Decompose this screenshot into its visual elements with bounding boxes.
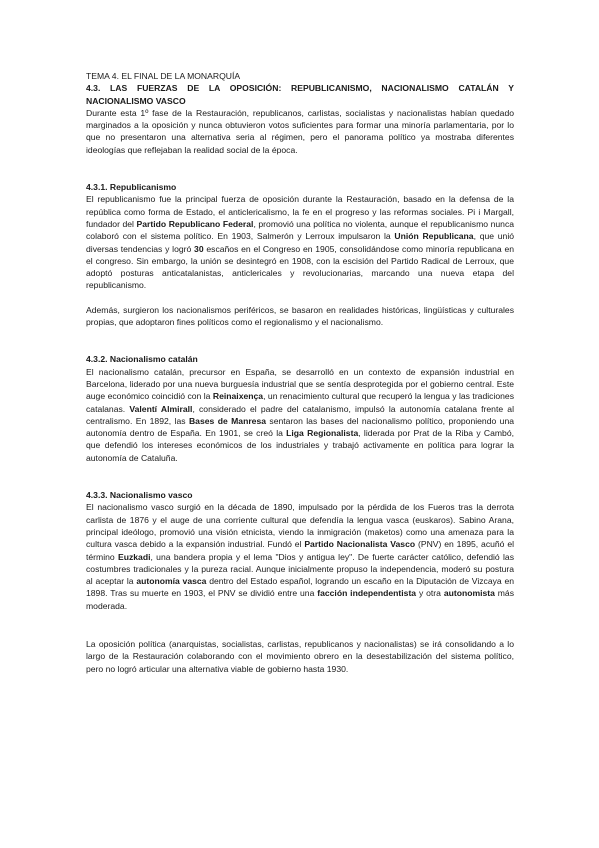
text-span: El nacionalismo vasco surgió en la década de 1890, impulsado por la pérdida de los Fueros tras la derrota carlista de 1876 y el auge de una corriente cultural que defendía la lengua vasca (euskaros). Sabino Arana, principal ideólogo, promovió una visión etnicista, viendo la inmigración (maketos) como una amenaza para la cultura vasca debido a la expansión industrial. Fundó el xyxy=(86,502,514,550)
bold-term: autonomista xyxy=(443,588,495,599)
heading-republicanismo: 4.3.1. Republicanismo xyxy=(86,182,177,193)
bold-term: Unión Republicana xyxy=(394,231,474,242)
paragraph-vasco xyxy=(86,501,514,612)
text-span: , considerado el padre del catalanismo, impulsó la autonomía catalana frente al centralismo. En 1892, las xyxy=(86,403,514,426)
bold-term: Valentí Almirall xyxy=(129,403,193,414)
heading-catalan: 4.3.2. Nacionalismo catalán xyxy=(86,354,198,365)
bold-term: Partido Republicano Federal xyxy=(136,218,254,229)
spacer xyxy=(86,156,514,181)
text-span: , una bandera propia y el lema "Dios y antigua ley". De fuerte carácter católico, defendió las costumbres tradicionales y la pureza racial. Aunque inicialmente propuso la independencia, moderó su postura al aceptar la xyxy=(86,551,514,587)
paragraph-catalan xyxy=(86,366,514,464)
text-span: sentaron las bases del nacionalismo político, proponiendo una autonomía dentro de España. En 1901, se creó la xyxy=(86,415,515,439)
heading-vasco: 4.3.3. Nacionalismo vasco xyxy=(86,490,193,501)
spacer xyxy=(86,292,514,304)
intro-paragraph: Durante esta 1º fase de la Restauración, republicanos, carlistas, socialistas y nacionalistas habían quedado marginados a la oposición y nunca obtuvieron votos suficientes para formar una minoría parlamentaria, por lo que no presentaron una alternativa seria al régimen, pero el panorama político ya mostraba diferentes ideologías que reflejaban la realidad social de la época. xyxy=(86,107,514,155)
text-span: dentro del Estado español, logrando un escaño en la Diputación de Vizcaya en 1898. Tras su muerte en 1903, el PNV se dividió entre una xyxy=(86,576,514,599)
section-title: 4.3. LAS FUERZAS DE LA OPOSICIÓN: REPUBLICANISMO, NACIONALISMO CATALÁN Y NACIONALISMO VASCO xyxy=(86,83,514,106)
paragraph-nacionalismos-perifericos: Además, surgieron los nacionalismos periféricos, se basaron en realidades históricas, lingüísticas y culturales propias, que adoptaron fines políticos como el regionalismo y el nacionalismo. xyxy=(86,304,514,328)
document-page xyxy=(86,70,514,675)
bold-term: Liga Regionalista xyxy=(286,428,359,439)
text-span: El republicanismo fue la principal fuerza de oposición durante la Restauración, basado en la defensa de la república como forma de Estado, el anticlericalismo, la fe en el progreso y las reformas sociales. Pi i Margall, fundador del xyxy=(86,194,514,229)
bold-term: Bases de Manresa xyxy=(188,415,267,426)
text-span: , promovió una política no violenta, aunque el republicanismo nunca colaboró con el sistema político. En 1903, Salmerón y Lerroux impulsaron la xyxy=(86,218,515,242)
bold-term: Partido Nacionalista Vasco xyxy=(304,539,416,550)
text-span: (PNV) en 1895, acuñó el término xyxy=(86,539,515,562)
bold-term: Reinaixença xyxy=(212,391,264,402)
text-span: , que unió diversas tendencias y logró xyxy=(86,231,515,254)
spacer xyxy=(86,612,514,638)
paragraph-conclusion: La oposición política (anarquistas, socialistas, carlistas, republicanos y nacionalistas) se irá consolidando a lo largo de la Restauración colaborando con el movimiento obrero en la desestabilización del sistema político, pero no logró articular una alternativa viable de gobierno hasta 1930. xyxy=(86,638,514,674)
spacer xyxy=(86,328,514,353)
bold-term: autonomía vasca xyxy=(136,576,207,587)
bold-term: facción independentista xyxy=(317,588,417,599)
bold-term: 30 xyxy=(194,243,204,254)
text-span: y otra xyxy=(416,588,444,599)
bold-term: Euzkadi xyxy=(117,551,151,562)
text-span: El nacionalismo catalán, precursor en España, se desarrolló en un contexto de expansión industrial en Barcelona, liderado por una nueva burguesía industrial que se sentía desprotegida por el gobierno central. Este auge económico coincidió con la xyxy=(86,366,514,402)
text-span: más moderada. xyxy=(86,588,515,611)
text-span: , liderada por Prat de la Riba y Cambó, que defendió los intereses económicos de los industriales y trabajó activamente en política para lograr la autonomía de Cataluña. xyxy=(86,428,514,463)
paragraph-republicanismo xyxy=(86,193,514,291)
text-span: escaños en el Congreso en 1905, consolidándose como minoría republicana en el congreso. Sin embargo, la unión se desintegró en 1908, con la escisión del Partido Radical de Lerroux, que adoptó posturas anticatalanistas, anticlericales y revolucionarias, marcando una nueva etapa del republicanismo. xyxy=(86,243,515,291)
text-span: , un renacimiento cultural que recuperó la lengua y las tradiciones catalanas. xyxy=(86,391,514,414)
spacer xyxy=(86,464,514,489)
document-header: TEMA 4. EL FINAL DE LA MONARQUÍA xyxy=(86,71,241,81)
